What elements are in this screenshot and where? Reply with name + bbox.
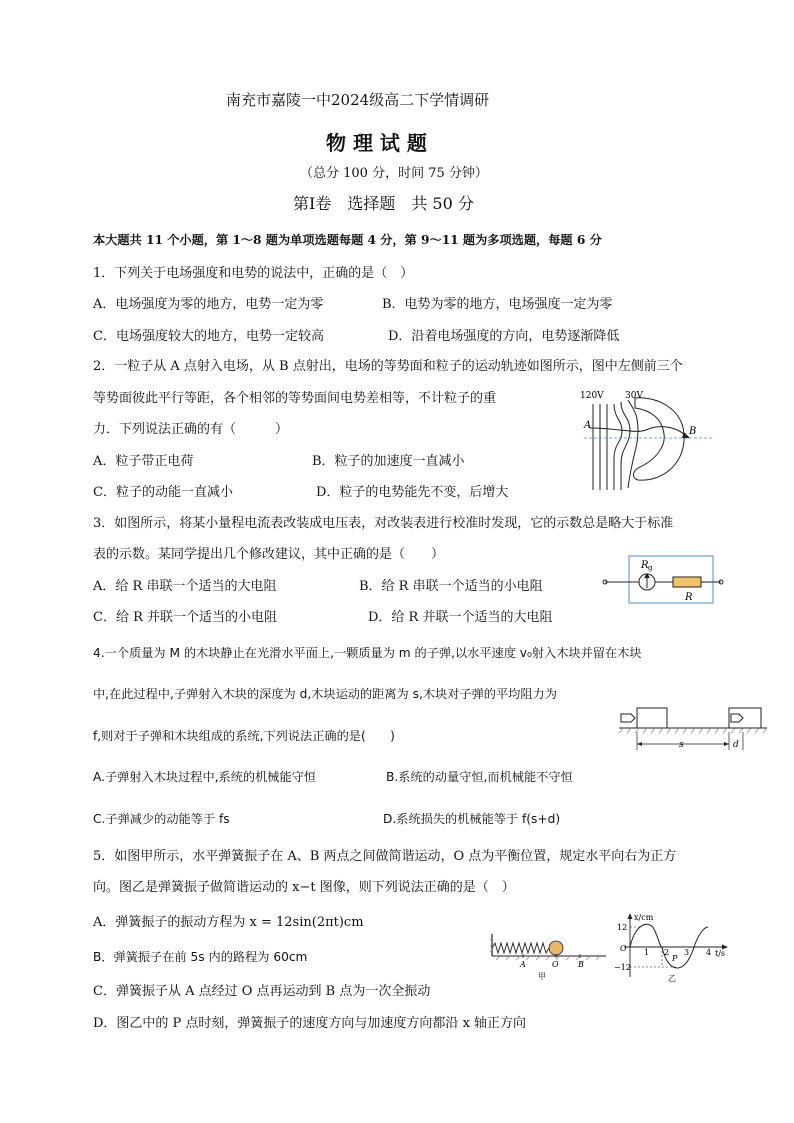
q3-circuit-figure: [601, 554, 725, 606]
q4-option-b: B.系统的动量守恒,而机械能不守恒: [386, 770, 573, 784]
q5-fig-yi-tick-4: 4: [706, 948, 712, 957]
q5-fig-jia-b: B: [578, 960, 584, 969]
q4-stem-line1: 4.一个质量为 M 的木块静止在光滑水平面上,一颗质量为 m 的子弹,以水平速度 v₀射入木块并留在木块: [93, 646, 642, 660]
q5-fig-yi-tick-3: 3: [684, 948, 690, 957]
q2-option-c: C．粒子的动能一直减小: [93, 485, 233, 500]
q5-fig-jia-o: O: [552, 960, 559, 969]
q2-fig-30v-label: 30V: [625, 391, 643, 401]
q1-option-b: B．电势为零的地方，电场强度一定为零: [382, 297, 613, 312]
q2-option-d: D．粒子的电势能先不变，后增大: [316, 485, 509, 500]
q1-option-c: C．电场强度较大的地方，电势一定较高: [93, 329, 324, 344]
q5-stem-line2: 向。图乙是弹簧振子做简谐运动的 x−t 图像，则下列说法正确的是（ ）: [93, 880, 515, 895]
q5-fig-yi-point-p: P: [672, 954, 678, 963]
q4-fig-d-label: d: [733, 740, 739, 750]
q4-stem-line3: f,则对于子弹和木块组成的系统,下列说法正确的是( ): [93, 729, 395, 743]
q3-fig-r-label: R: [685, 592, 693, 603]
q5-fig-yi-ylabel: x/cm: [634, 913, 654, 922]
q3-option-c: C．给 R 并联一个适当的小电阻: [93, 610, 277, 625]
q5-fig-jia-caption: 甲: [538, 972, 546, 981]
q1-stem: 1．下列关于电场强度和电势的说法中，正确的是（ ）: [93, 266, 414, 281]
q2-equipotential-figure: [576, 384, 716, 502]
q4-bullet-block-figure: [619, 704, 769, 754]
section-title: 第Ⅰ卷 选择题 共 50 分: [293, 194, 474, 213]
q2-fig-120v-label: 120V: [580, 391, 604, 401]
q2-stem-line2: 等势面彼此平行等距，各个相邻的等势面间电势差相等，不计粒子的重: [93, 391, 497, 406]
q3-fig-rg-label: R: [641, 560, 649, 571]
q5-fig-yi-tick-1: 1: [644, 948, 650, 957]
exam-meta: （总分 100 分，时间 75 分钟）: [300, 166, 488, 181]
q1-option-d: D．沿着电场强度的方向，电势逐渐降低: [388, 329, 620, 344]
q2-fig-point-b: B: [689, 426, 697, 437]
q5-stem-line1: 5．如图甲所示，水平弹簧振子在 A、B 两点之间做简谐运动，O 点为平衡位置，规定水平向右为正方: [93, 849, 677, 864]
instructions: 本大题共 11 个小题，第 1～8 题为单项选题每题 4 分，第 9～11 题为多项选题，每题 6 分: [93, 233, 602, 247]
q3-fig-rg-sub: g: [648, 564, 653, 572]
school-title: 南充市嘉陵一中2024级高二下学情调研: [226, 91, 490, 109]
q5-fig-yi-ybottom: −12: [614, 963, 631, 972]
q4-option-d: D.系统损失的机械能等于 f(s+d): [383, 812, 561, 826]
q5-fig-jia-a: A: [520, 960, 526, 969]
q5-option-c: C．弹簧振子从 A 点经过 O 点再运动到 B 点为一次全振动: [93, 984, 431, 999]
q5-xt-graph-figure: [614, 911, 732, 983]
q4-stem-line2: 中,在此过程中,子弹射入木块的深度为 d,木块运动的距离为 s,木块对子弹的平均阻力为: [93, 687, 557, 701]
q3-stem-line1: 3．如图所示，将某小量程电流表改装成电压表，对改装表进行校准时发现，它的示数总是略大于标准: [93, 516, 674, 531]
q2-stem-line3: 力．下列说法正确的有（ ）: [93, 422, 289, 437]
q3-option-a: A．给 R 串联一个适当的大电阻: [93, 579, 277, 594]
q3-stem-line2: 表的示数。某同学提出几个修改建议，其中正确的是（ ）: [93, 547, 445, 562]
q4-option-a: A.子弹射入木块过程中,系统的机械能守恒: [93, 770, 317, 784]
q2-option-b: B．粒子的加速度一直减小: [312, 454, 465, 469]
q5-fig-yi-caption: 乙: [668, 974, 676, 983]
q5-option-a: A．弹簧振子的振动方程为 x = 12sin(2πt)cm: [93, 915, 364, 930]
q1-option-a: A．电场强度为零的地方，电势一定为零: [93, 297, 324, 312]
q4-option-c: C.子弹减少的动能等于 fs: [93, 812, 230, 826]
q3-option-b: B．给 R 串联一个适当的小电阻: [359, 579, 543, 594]
q5-option-b: B．弹簧振子在前 5s 内的路程为 60cm: [93, 950, 308, 964]
q4-fig-s-label: s: [679, 740, 684, 750]
q2-option-a: A．粒子带正电荷: [93, 454, 194, 469]
q2-fig-point-a: A: [584, 420, 592, 431]
q5-fig-yi-ytop: 12: [617, 923, 628, 932]
q5-option-d: D．图乙中的 P 点时刻，弹簧振子的速度方向与加速度方向都沿 x 轴正方向: [93, 1016, 527, 1031]
q3-option-d: D．给 R 并联一个适当的大电阻: [368, 610, 553, 625]
q2-stem-line1: 2．一粒子从 A 点射入电场，从 B 点射出，电场的等势面和粒子的运动轨迹如图所示，图中左侧前三个: [93, 359, 683, 374]
q5-fig-yi-tick-2: 2: [664, 948, 670, 957]
subject-title: 物 理 试 题: [326, 131, 427, 155]
q5-spring-figure: [490, 930, 610, 982]
q5-fig-yi-origin: O: [620, 944, 627, 953]
q5-fig-yi-xlabel: t/s: [715, 949, 726, 958]
